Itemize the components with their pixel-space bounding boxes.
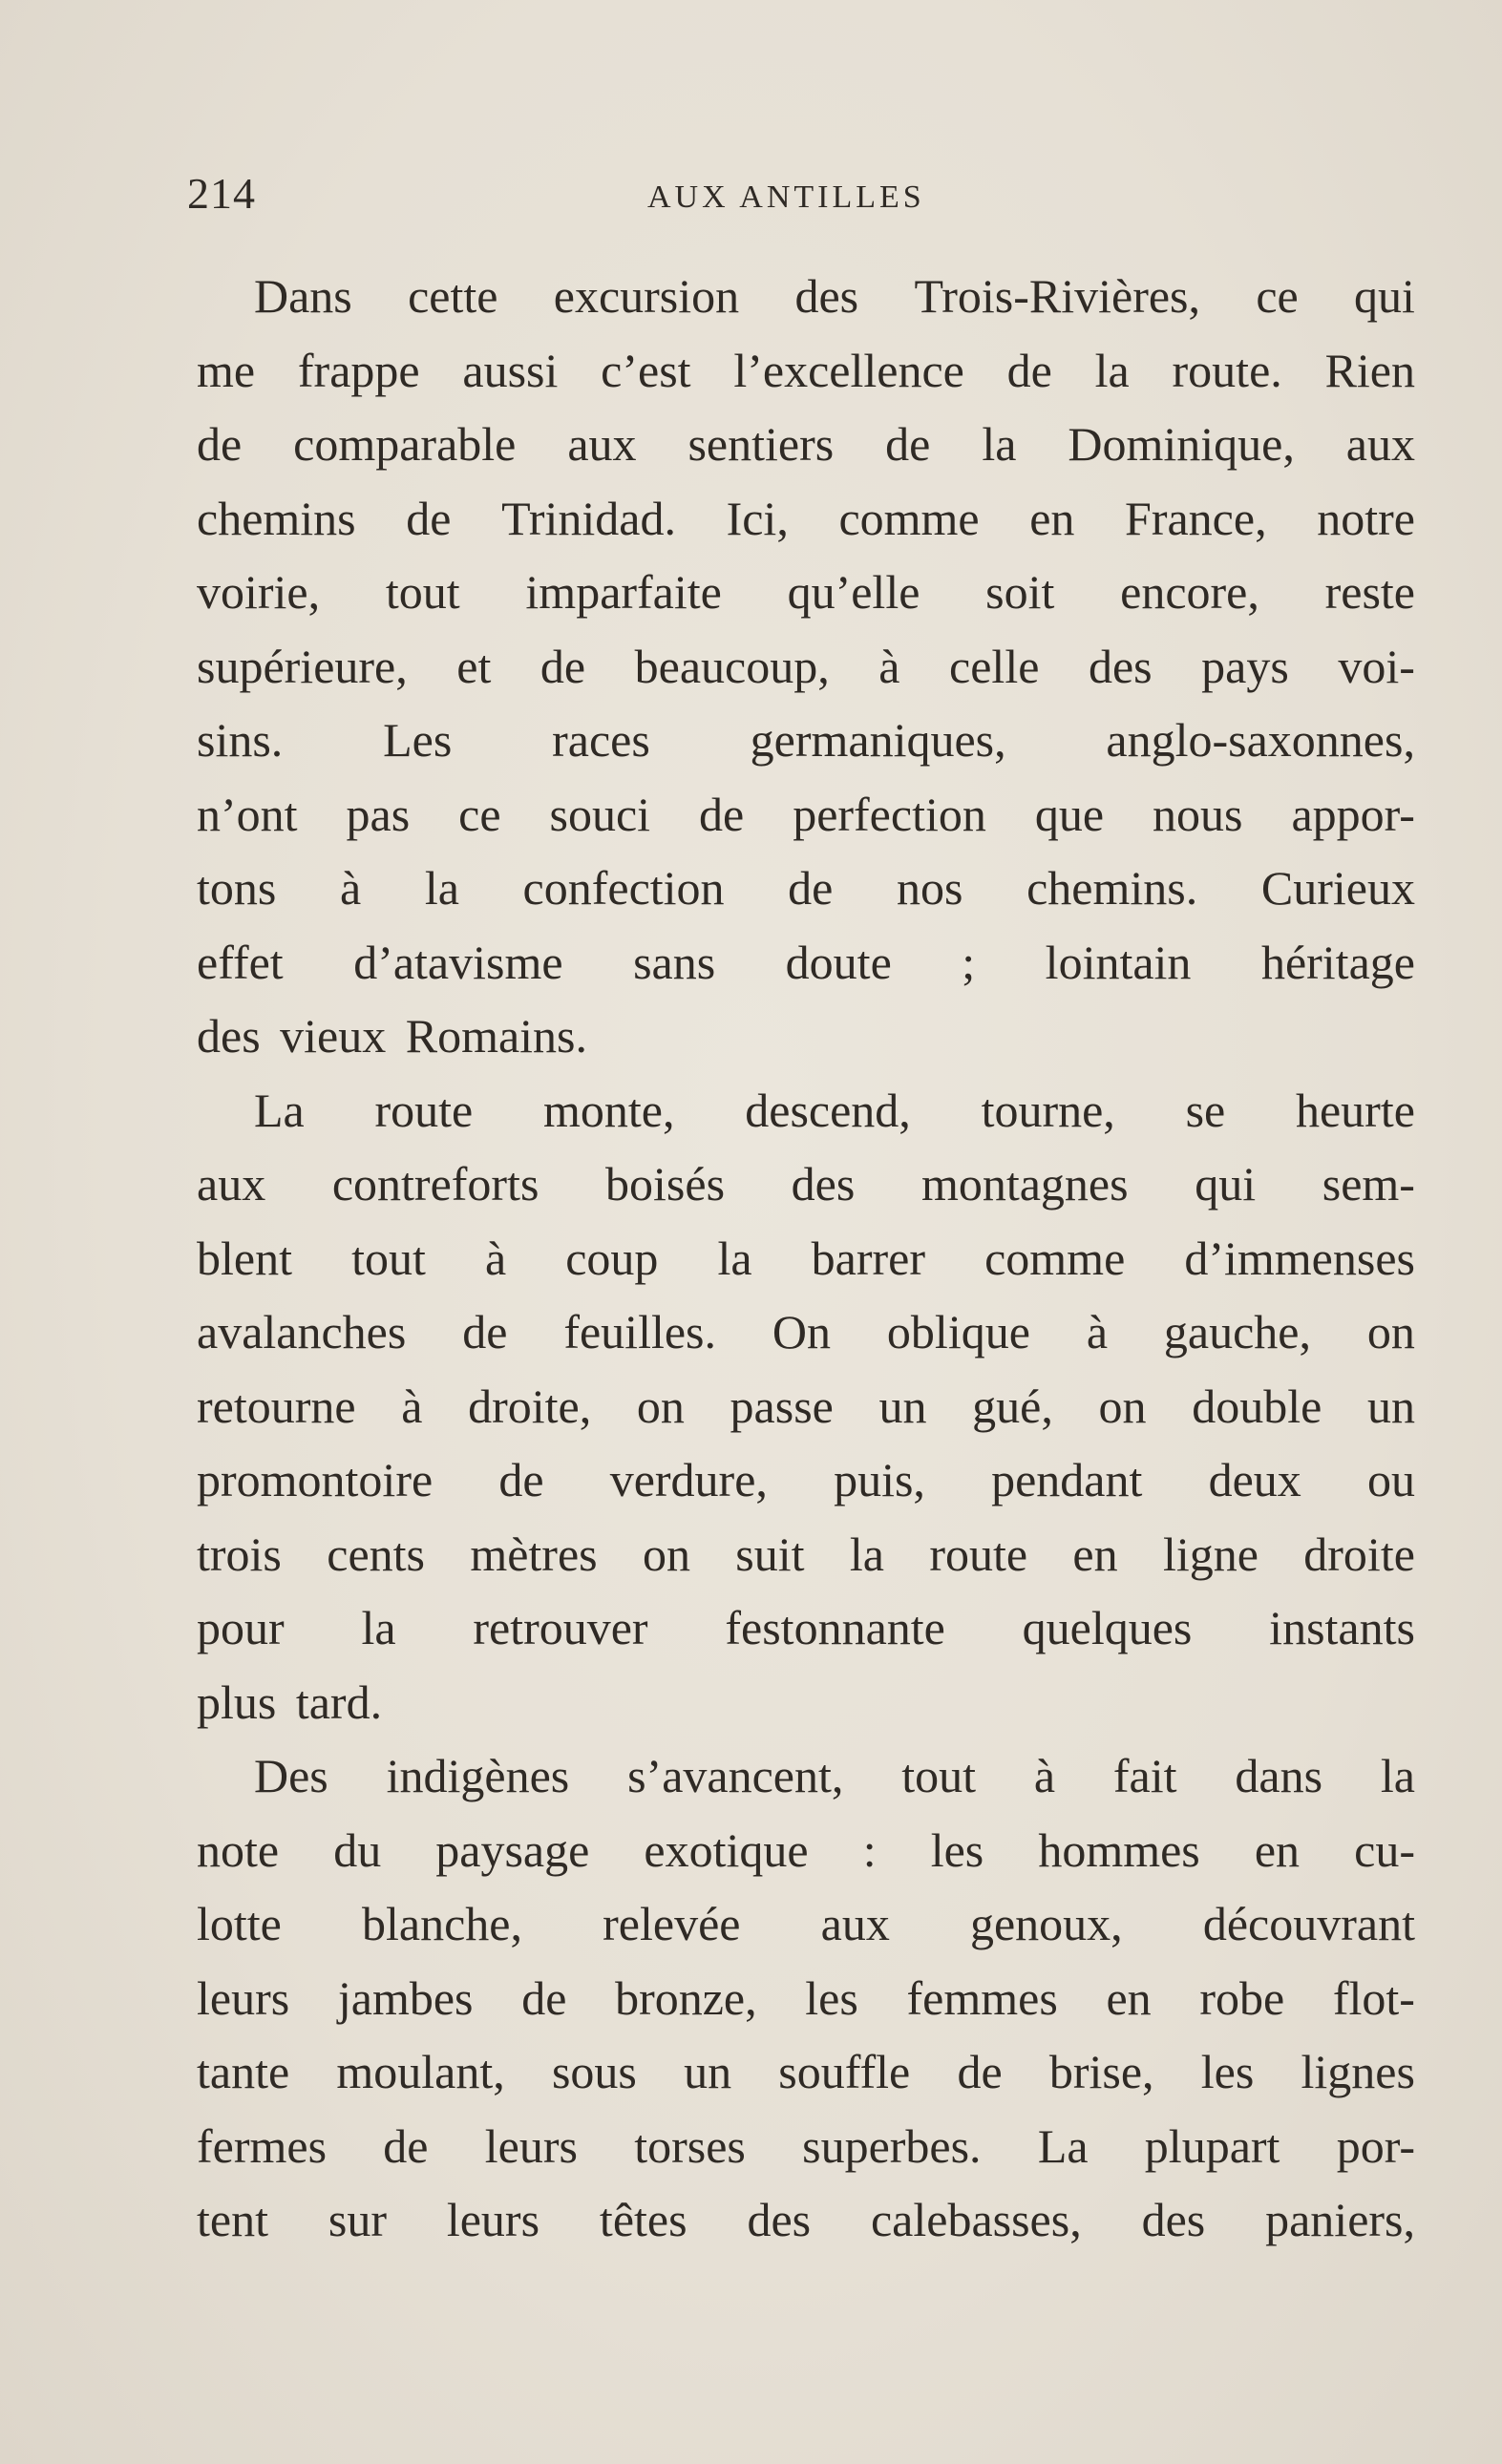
- word: un: [684, 2045, 732, 2098]
- text-line: [197, 1370, 1415, 1444]
- word: mètres: [470, 1527, 598, 1581]
- word: tourne,: [981, 1083, 1115, 1137]
- word: lignes: [1301, 2045, 1415, 2098]
- word: oblique: [886, 1305, 1030, 1358]
- word: d’immenses: [1184, 1231, 1415, 1285]
- word: la: [424, 861, 459, 915]
- word: on: [1366, 1305, 1415, 1358]
- text-line: plus tard.: [197, 1674, 383, 1729]
- text-line: [197, 852, 1415, 926]
- word: verdure,: [609, 1453, 768, 1506]
- word: un: [878, 1379, 927, 1433]
- word: indigènes: [386, 1749, 570, 1802]
- word: souci: [549, 787, 651, 841]
- word: deux: [1208, 1453, 1301, 1506]
- word: passe: [730, 1379, 834, 1433]
- body-text: [197, 260, 1415, 2258]
- word: perfection: [793, 787, 986, 841]
- word: sins.: [197, 713, 284, 767]
- text-line: [197, 704, 1415, 778]
- word: torses: [634, 2118, 746, 2173]
- text-line: des vieux Romains.: [197, 1009, 588, 1063]
- word: leurs: [484, 2118, 578, 2173]
- word: tons: [197, 861, 277, 915]
- word: puis,: [834, 1453, 925, 1506]
- word: La: [254, 1083, 305, 1137]
- word: on: [1098, 1379, 1147, 1433]
- word: barrer: [811, 1231, 926, 1285]
- word: à: [484, 1231, 507, 1285]
- word: sur: [328, 2193, 387, 2246]
- word: doute: [785, 935, 892, 989]
- word: paniers,: [1265, 2193, 1415, 2246]
- word: de: [957, 2045, 1003, 2098]
- word: tout: [385, 565, 460, 619]
- text-line: [197, 1074, 1415, 1148]
- word: relevée: [603, 1897, 741, 1950]
- word: comme: [984, 1231, 1126, 1285]
- running-title: AUX ANTILLES: [647, 179, 925, 215]
- word: tent: [197, 2193, 268, 2246]
- word: l’excellence: [733, 343, 964, 397]
- word: anglo-saxonnes,: [1106, 713, 1415, 767]
- text-line: [197, 1222, 1415, 1296]
- word: hommes: [1038, 1822, 1200, 1877]
- word: moulant,: [336, 2045, 505, 2098]
- word: supérieure,: [197, 639, 408, 693]
- word: à: [1086, 1305, 1109, 1358]
- text-line: [197, 334, 1415, 409]
- word: jambes: [337, 1970, 474, 2025]
- word: appor-: [1291, 787, 1415, 841]
- word: leurs: [446, 2193, 540, 2246]
- word: des: [791, 1157, 856, 1211]
- word: Curieux: [1260, 861, 1415, 915]
- word: voi-: [1338, 639, 1415, 693]
- word: cette: [408, 269, 498, 323]
- word: me: [197, 343, 256, 397]
- word: ligne: [1162, 1527, 1259, 1581]
- word: souffle: [778, 2045, 911, 2098]
- text-line: [197, 1887, 1415, 1962]
- word: route.: [1172, 343, 1282, 397]
- word: soit: [985, 565, 1055, 619]
- word: ;: [962, 935, 976, 989]
- word: de: [788, 861, 834, 915]
- word: qu’elle: [787, 565, 920, 619]
- word: des: [794, 269, 859, 323]
- word: effet: [197, 935, 284, 989]
- word: sous: [551, 2045, 637, 2098]
- word: retrouver: [473, 1601, 648, 1654]
- word: en: [1029, 491, 1075, 545]
- word: la: [361, 1601, 396, 1654]
- word: suit: [735, 1527, 805, 1581]
- word: à: [401, 1379, 423, 1433]
- word: de: [383, 2118, 429, 2173]
- word: exotique: [644, 1822, 809, 1877]
- word: retourne: [197, 1379, 356, 1433]
- text-line: [197, 630, 1415, 705]
- word: calebasses,: [870, 2193, 1082, 2246]
- word: comparable: [293, 417, 517, 471]
- word: sem-: [1322, 1157, 1415, 1211]
- word: de: [1006, 343, 1052, 397]
- word: héritage: [1260, 935, 1415, 989]
- text-line: [197, 1295, 1415, 1370]
- word: se: [1185, 1083, 1226, 1137]
- text-line: [197, 926, 1415, 1000]
- word: lointain: [1045, 935, 1192, 989]
- word: c’est: [601, 343, 691, 397]
- word: pas: [346, 787, 411, 841]
- word: les: [1200, 2045, 1255, 2098]
- text-line: [197, 2183, 1415, 2258]
- word: :: [862, 1822, 877, 1877]
- word: comme: [838, 491, 980, 545]
- word: des: [747, 2193, 812, 2246]
- word: contreforts: [331, 1157, 539, 1211]
- word: races: [552, 713, 650, 767]
- word: femmes: [906, 1970, 1058, 2025]
- word: dans: [1235, 1749, 1323, 1802]
- word: reste: [1324, 565, 1415, 619]
- word: germaniques,: [750, 713, 1006, 767]
- word: gauche,: [1163, 1305, 1311, 1358]
- word: plupart: [1144, 2118, 1280, 2173]
- word: La: [1037, 2118, 1089, 2173]
- word: quelques: [1022, 1601, 1193, 1654]
- word: la: [849, 1527, 884, 1581]
- word: promontoire: [197, 1453, 434, 1506]
- word: imparfaite: [525, 565, 722, 619]
- word: confection: [522, 861, 725, 915]
- word: voirie,: [197, 565, 321, 619]
- word: gué,: [972, 1379, 1053, 1433]
- word: Trinidad.: [501, 491, 676, 545]
- text-line: [197, 1739, 1415, 1814]
- word: un: [1366, 1379, 1415, 1433]
- word: monte,: [543, 1083, 675, 1137]
- word: la: [717, 1231, 752, 1285]
- word: à: [1033, 1749, 1056, 1802]
- word: flot-: [1332, 1970, 1415, 2025]
- word: Rien: [1324, 343, 1415, 397]
- word: coup: [565, 1231, 659, 1285]
- word: qui: [1195, 1157, 1257, 1211]
- text-line: [197, 1518, 1415, 1592]
- word: du: [333, 1822, 382, 1877]
- word: on: [642, 1527, 690, 1581]
- word: leurs: [197, 1970, 290, 2025]
- word: la: [1094, 343, 1130, 397]
- text-line: [197, 1591, 1415, 1666]
- word: en: [1254, 1822, 1301, 1877]
- word: en: [1072, 1527, 1118, 1581]
- word: la: [1380, 1749, 1415, 1802]
- word: nos: [897, 861, 963, 915]
- word: cu-: [1354, 1822, 1415, 1877]
- word: Ici,: [726, 491, 789, 545]
- word: trois: [197, 1527, 282, 1581]
- word: les: [930, 1822, 984, 1877]
- word: encore,: [1120, 565, 1259, 619]
- word: pendant: [991, 1453, 1143, 1506]
- word: genoux,: [969, 1897, 1123, 1950]
- word: fait: [1112, 1749, 1177, 1802]
- word: de: [197, 417, 243, 471]
- text-line: [197, 1962, 1415, 2036]
- word: beaucoup,: [634, 639, 830, 693]
- word: les: [805, 1970, 858, 2025]
- text-line: [197, 1443, 1415, 1518]
- word: bronze,: [615, 1970, 757, 2025]
- word: On: [772, 1305, 832, 1358]
- word: tout: [901, 1749, 977, 1802]
- word: fermes: [197, 2118, 328, 2173]
- word: paysage: [435, 1822, 590, 1877]
- word: de: [462, 1305, 508, 1358]
- word: droite: [1303, 1527, 1415, 1581]
- word: n’ont: [197, 787, 298, 841]
- running-head: [187, 168, 1428, 225]
- word: têtes: [599, 2193, 688, 2246]
- word: route: [374, 1083, 474, 1137]
- word: aux: [567, 417, 637, 471]
- word: Les: [383, 713, 453, 767]
- word: de: [521, 1970, 567, 2025]
- word: blent: [197, 1231, 292, 1285]
- word: de: [406, 491, 452, 545]
- text-line: [197, 408, 1415, 482]
- text-line: [197, 1814, 1415, 1888]
- word: brise,: [1048, 2045, 1154, 2098]
- word: découvrant: [1202, 1897, 1415, 1950]
- word: sentiers: [688, 417, 835, 471]
- word: route: [929, 1527, 1028, 1581]
- word: Dominique,: [1068, 417, 1295, 471]
- word: feuilles.: [563, 1305, 716, 1358]
- word: nous: [1153, 787, 1243, 841]
- word: et: [456, 639, 492, 693]
- word: à: [878, 639, 900, 693]
- word: qui: [1354, 269, 1415, 323]
- word: avalanches: [197, 1305, 407, 1358]
- word: instants: [1269, 1601, 1415, 1654]
- word: des: [1088, 639, 1153, 693]
- word: boisés: [605, 1157, 726, 1211]
- word: excursion: [553, 269, 740, 323]
- word: sans: [633, 935, 716, 989]
- word: pour: [197, 1601, 285, 1654]
- word: on: [636, 1379, 685, 1433]
- word: droite,: [468, 1379, 592, 1433]
- word: de: [699, 787, 745, 841]
- word: heurte: [1295, 1083, 1415, 1137]
- text-line: [197, 260, 1415, 334]
- word: de: [885, 417, 931, 471]
- word: cents: [327, 1527, 425, 1581]
- word: note: [197, 1822, 280, 1877]
- word: tout: [351, 1231, 426, 1285]
- word: ce: [1256, 269, 1299, 323]
- word: chemins.: [1026, 861, 1198, 915]
- word: chemins: [197, 491, 356, 545]
- word: Trois-Rivières,: [914, 269, 1200, 323]
- word: de: [539, 639, 586, 693]
- word: France,: [1125, 491, 1267, 545]
- text-line: [197, 2110, 1415, 2184]
- word: montagnes: [920, 1157, 1129, 1211]
- word: la: [982, 417, 1017, 471]
- word: ce: [458, 787, 501, 841]
- word: double: [1192, 1379, 1322, 1433]
- word: tante: [197, 2045, 290, 2098]
- word: à: [339, 861, 362, 915]
- word: Des: [254, 1749, 328, 1802]
- text-line: [197, 556, 1415, 630]
- word: blanche,: [362, 1897, 522, 1950]
- word: que: [1034, 787, 1105, 841]
- word: aux: [1345, 417, 1415, 471]
- word: Dans: [254, 269, 352, 323]
- text-line: [197, 482, 1415, 557]
- word: superbes.: [802, 2118, 982, 2173]
- word: aux: [820, 1897, 890, 1950]
- word: lotte: [197, 1897, 282, 1950]
- word: en: [1106, 1970, 1152, 2025]
- word: por-: [1336, 2118, 1415, 2173]
- word: aussi: [462, 343, 559, 397]
- text-line: [197, 1148, 1415, 1222]
- word: des: [1141, 2193, 1206, 2246]
- word: frappe: [297, 343, 420, 397]
- word: celle: [949, 639, 1040, 693]
- word: ou: [1366, 1453, 1415, 1506]
- word: descend,: [745, 1083, 911, 1137]
- word: festonnante: [725, 1601, 945, 1654]
- text-line: [197, 2035, 1415, 2110]
- word: notre: [1317, 491, 1415, 545]
- word: s’avancent,: [627, 1749, 844, 1802]
- word: d’atavisme: [353, 935, 563, 989]
- text-line: [197, 778, 1415, 853]
- page-number: 214: [187, 169, 256, 218]
- word: pays: [1201, 639, 1289, 693]
- word: de: [498, 1453, 544, 1506]
- word: aux: [197, 1157, 266, 1211]
- word: robe: [1199, 1970, 1285, 2025]
